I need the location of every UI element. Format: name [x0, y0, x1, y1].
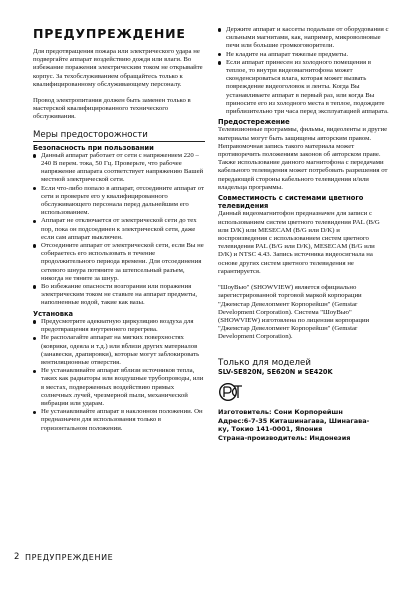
list-item: Данный аппарат работает от сети с напряжением 220 – 240 В перем. тока, 50 Гц. Проверьте, что рабочее напряжение аппарата соответствует напряжению Вашей местной электрической сети.	[33, 152, 205, 185]
safety-list	[33, 152, 205, 308]
page-footer	[14, 552, 113, 562]
warning-paragraph: Для предотвращения пожара или электрического удара не подвергайте аппарат воздействию дождя или влаги. Во избежание поражения электрическим током не открывайте корпус. За техобслуживанием обращайтесь только к квалифицированному обслуживающему персоналу.	[33, 48, 203, 88]
model-list: SLV-SE820N, SE620N и SE420K	[218, 367, 333, 376]
installation-heading: Установка	[33, 309, 74, 318]
list-item: Во избежание опасности возгорания или поражения электрическим током не ставьте на аппарат предметы, наполненные водой, такие как вазы.	[33, 283, 205, 308]
compatibility-text: Данный видеомагнитофон предназначен для записи с использованием систем цветного телевидения PAL (B/G или D/K) или MESECAM (B/G или D/K) и воспроизведения с использованием систем цветного телевидения PAL (B/G или D/K), MESECAM (B/G или D/K) и NTSC 4.43. Запись источника видеосигнала на основе других систем цветного телевидения не гарантируется.	[218, 210, 380, 275]
showview-trademark-text: "ШоуВью" (SHOWVIEW) является официально зарегистрированной торговой маркой корпорации "Джемстар Девелопмент Корпорейшн" (Gemstar Development Corporation). Система "ШоуВью" (SHOWVIEW) изготовлена по лицензии корпорации "Джемстар Девелопмент Корпорейшн" (Gemstar Development Corporation).	[218, 284, 370, 341]
list-item: Держите аппарат и кассеты подальше от оборудования с сильными магнитами, как, например, микроволновые печи или большие громкоговорители.	[218, 26, 390, 51]
footer-section-title: ПРЕДУПРЕЖДЕНИЕ	[25, 552, 114, 562]
page-number: 2	[14, 552, 21, 562]
installation-list	[33, 318, 205, 433]
installation-list-continued	[218, 26, 390, 116]
manufacturer: Изготовитель: Сони Корпорейшн	[218, 408, 343, 417]
country-of-origin: Страна-производитель: Индонезия	[218, 433, 351, 442]
pct-mark-graphic	[218, 382, 244, 402]
list-item: Отсоедините аппарат от электрической сети, если Вы не собираетесь его использовать в течение продолжительного периода времени. Для отсоединения сетевого шнура потяните за штепсельный разъем, никогда не тяните за шнур.	[33, 242, 205, 283]
precautions-heading: Меры предосторожности	[33, 130, 205, 142]
list-item: Не устанавливайте аппарат в наклонном положении. Он предназначен для использования только в горизонтальном положении.	[33, 408, 205, 433]
page-title: ПРЕДУПРЕЖДЕНИЕ	[33, 26, 186, 41]
compatibility-heading: Совместимость с системами цветного телевидения	[218, 194, 364, 211]
list-item: Если аппарат принесен из холодного помещения в теплое, то внутри видеомагнитофона может сконденсироваться влага, которая может вызвать повреждение видеоголовок и ленты. Когда Вы устанавливаете аппарат в первый раз, или когда Вы приносите его из холодного места в теплое, подождите приблизительно три часа перед эксплуатацией аппарата.	[218, 59, 390, 116]
list-item: Не устанавливайте аппарат вблизи источников тепла, таких как радиаторы или воздушные трубопроводы, или в местах, подверженных воздействию прямых солнечных лучей, чрезмерной пыли, механической вибрации или ударам.	[33, 367, 205, 408]
address-line-2: ку, Токио 141-0001, Япония	[218, 425, 323, 434]
list-item: Аппарат не отключается от электрической сети до тех пор, пока он подсоединен к электрической сети, даже если сам аппарат выключен.	[33, 217, 205, 242]
copyright-heading: Предостережение	[218, 118, 290, 127]
power-cord-paragraph: Провод электропитания должен быть заменен только в мастерской квалифицированного технического обслуживания.	[33, 97, 191, 121]
models-heading: Только для моделей	[218, 357, 311, 368]
right-column	[218, 26, 390, 442]
safety-heading: Безопасность при пользовании	[33, 143, 154, 152]
pct-certification-icon	[218, 382, 244, 402]
list-item: Предусмотрите адекватную циркуляцию воздуха для предотвращения внутреннего перегрева.	[33, 318, 205, 334]
copyright-text: Телевизионные программы, фильмы, видеоленты и другие материалы могут быть защищены авторским правом. Неправомочная запись такого материала может противоречить положениям законов об авторском праве. Также использование данного магнитофона с передачами кабельного телевидения может потребовать разрешения от передающей стороны кабельного телевидения и/или владельца программы.	[218, 126, 388, 191]
address-line-1: Адрес:6-7-35 Киташинагава, Шинагава-	[218, 416, 370, 425]
list-item: Не располагайте аппарат на мягких поверхностях (коврики, одеяла и т.д.) или вблизи других материалов (занавески, драпировки), которые могут заблокировать вентиляционные отверстия.	[33, 334, 205, 367]
list-item: Если что-либо попало в аппарат, отсоедините аппарат от сети и проверьте его у квалифицированного обслуживающего персонала перед дальнейшим его использованием.	[33, 185, 205, 218]
list-item: Не кладите на аппарат тяжелые предметы.	[218, 51, 390, 59]
left-column	[33, 26, 205, 433]
